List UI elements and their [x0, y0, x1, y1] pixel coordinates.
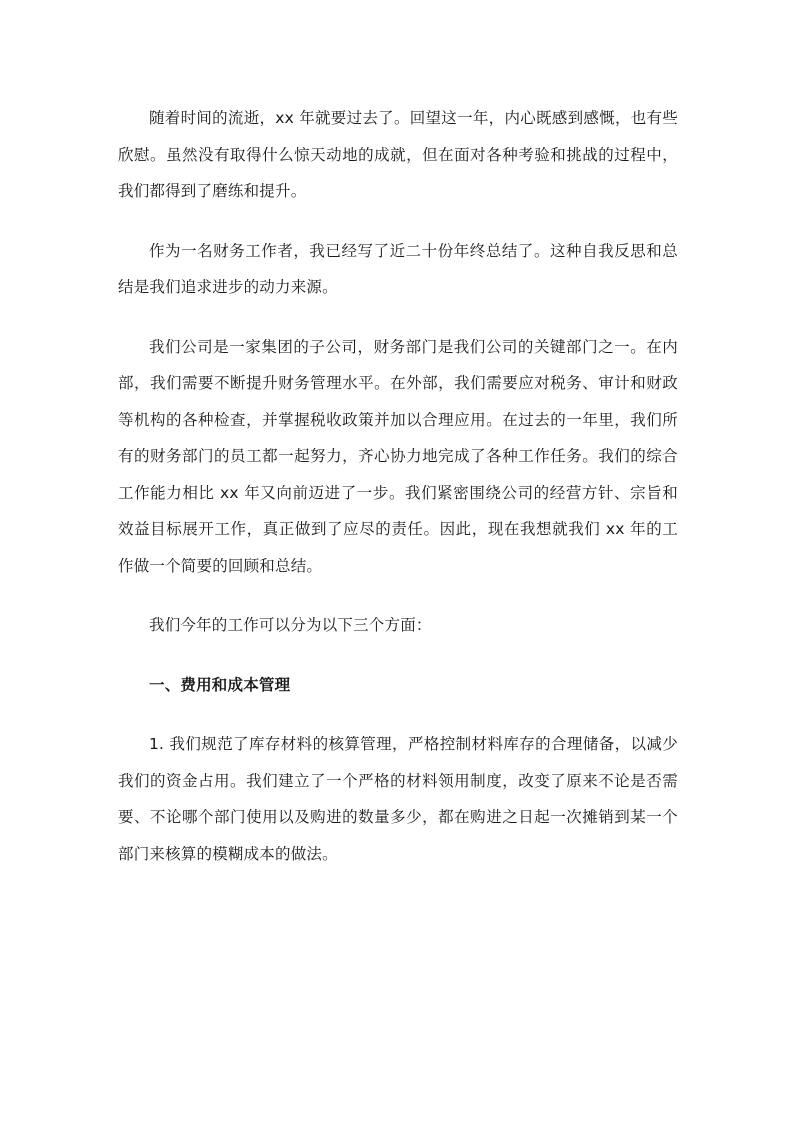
document-page: [118, 100, 678, 895]
paragraph-company: 我们公司是一家集团的子公司，财务部门是我们公司的关键部门之一。在内部，我们需要不断提升财务管理水平。在外部，我们需要应对税务、审计和财政等机构的各种检查，并掌握税收政策并加以合理应用。在过去的一年里，我们所有的财务部门的员工都一起努力，齐心协力地完成了各种工作任务。我们的综合工作能力相比 xx 年又向前迈进了一步。我们紧密围绕公司的经营方针、宗旨和效益目标展开工作，真正做到了应尽的责任。因此，现在我想就我们 xx 年的工作做一个简要的回顾和总结。: [118, 337, 678, 575]
paragraph-overview: 我们今年的工作可以分为以下三个方面：: [149, 616, 432, 634]
section-heading: 一、费用和成本管理: [149, 675, 291, 694]
paragraph-item-1: 1. 我们规范了库存材料的核算管理，严格控制材料库存的合理储备，以减少我们的资金占用。我们建立了一个严格的材料领用制度，改变了原来不论是否需要、不论哪个部门使用以及购进的数量多少，都在购进之日起一次摊销到某一个部门来核算的模糊成本的做法。: [118, 735, 678, 863]
paragraph-intro: 随着时间的流逝，xx 年就要过去了。回望这一年，内心既感到感慨，也有些欣慰。虽然没有取得什么惊天动地的成就，但在面对各种考验和挑战的过程中，我们都得到了磨练和提升。: [118, 109, 678, 200]
paragraph-role: 作为一名财务工作者，我已经写了近二十份年终总结了。这种自我反思和总结是我们追求进步的动力来源。: [118, 241, 678, 296]
